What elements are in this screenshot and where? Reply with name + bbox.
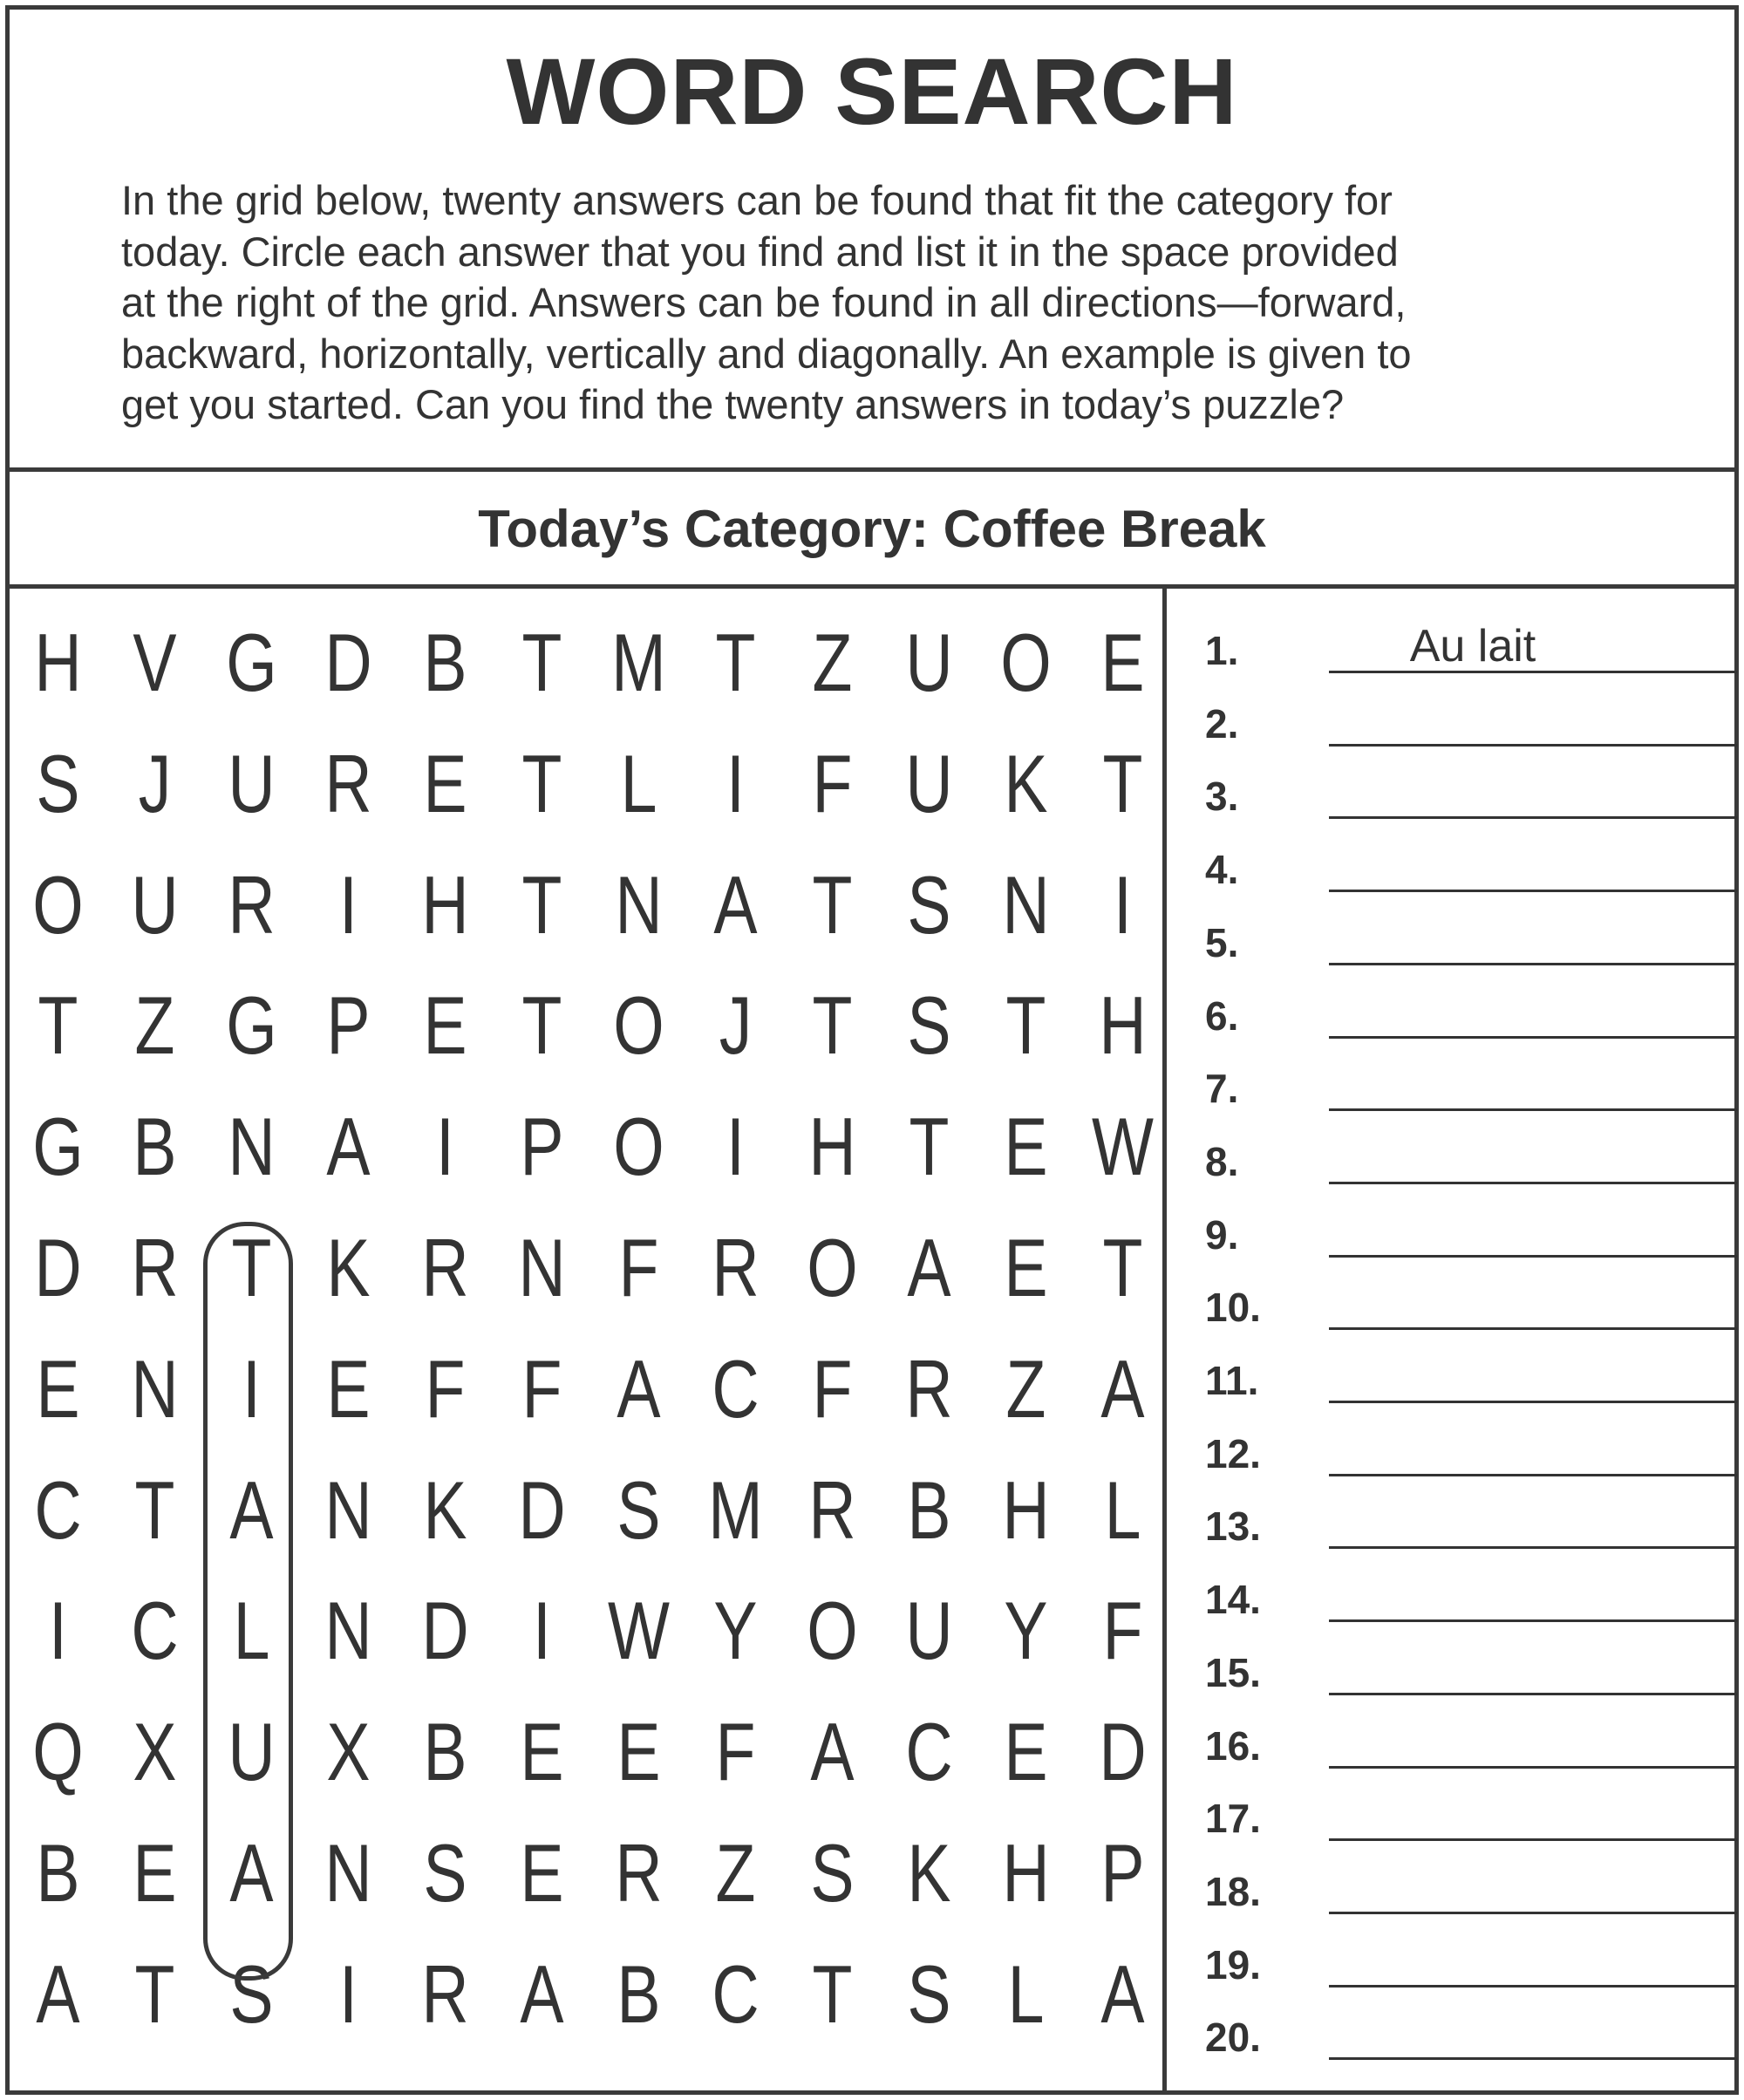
grid-letter[interactable]: W xyxy=(1092,1101,1154,1193)
grid-letter[interactable]: Y xyxy=(1004,1585,1048,1677)
grid-letter[interactable]: H xyxy=(34,617,82,708)
grid-letter[interactable]: S xyxy=(907,979,951,1072)
grid-letter[interactable]: U xyxy=(131,858,179,951)
instructions xyxy=(121,175,1656,431)
answer-row xyxy=(1205,1430,1728,1486)
grid-letter[interactable]: T xyxy=(134,1463,175,1556)
answer-blank-line[interactable] xyxy=(1329,1182,1737,1184)
answer-number: 3. xyxy=(1205,774,1239,820)
grid-letter[interactable]: T xyxy=(134,1947,175,2040)
grid-letter[interactable]: O xyxy=(613,979,664,1072)
grid-letter[interactable]: U xyxy=(905,1585,953,1677)
grid-letter[interactable]: H xyxy=(1002,1463,1050,1556)
grid-letter[interactable]: R xyxy=(808,1463,856,1556)
answer-blank-line[interactable] xyxy=(1329,744,1737,747)
answer-number: 18. xyxy=(1205,1868,1261,1914)
grid-letter[interactable]: A xyxy=(1100,1947,1145,2040)
grid-letter[interactable]: T xyxy=(715,617,756,708)
grid-letter[interactable]: F xyxy=(812,737,853,829)
puzzle-frame xyxy=(5,5,1739,2095)
grid-letter[interactable]: I xyxy=(1114,858,1132,951)
answer-number: 19. xyxy=(1205,1941,1261,1988)
grid-letter[interactable]: E xyxy=(36,1342,80,1435)
grid-letter[interactable]: L xyxy=(620,737,657,829)
grid-letter[interactable]: N xyxy=(1002,858,1050,951)
grid-letter[interactable]: Y xyxy=(713,1585,758,1677)
answer-row xyxy=(1205,1360,1728,1413)
grid-letter[interactable]: A xyxy=(229,1463,274,1556)
grid-letter[interactable]: I xyxy=(242,1342,261,1435)
grid-letter[interactable]: A xyxy=(617,1342,661,1435)
grid-letter[interactable]: T xyxy=(37,979,78,1072)
answer-row xyxy=(1205,1579,1728,1632)
answer-blank-line[interactable] xyxy=(1329,890,1737,892)
grid-letter[interactable]: S xyxy=(229,1947,274,2040)
answer-row xyxy=(1205,1798,1728,1851)
grid-letter[interactable]: A xyxy=(520,1947,564,2040)
grid-letter[interactable]: R xyxy=(421,1947,469,2040)
answer-row xyxy=(1205,1211,1728,1267)
answer-row xyxy=(1205,1649,1728,1705)
grid-letter[interactable]: A xyxy=(229,1826,274,1919)
grid-letter[interactable]: L xyxy=(233,1585,270,1677)
grid-letter[interactable]: I xyxy=(49,1585,67,1677)
grid-letter[interactable]: C xyxy=(34,1463,82,1556)
grid-letter[interactable]: F xyxy=(812,1342,853,1435)
grid-letter[interactable]: M xyxy=(611,617,666,708)
grid-letter[interactable]: B xyxy=(36,1826,80,1919)
grid-letter[interactable]: A xyxy=(1100,1342,1145,1435)
answer-row xyxy=(1205,1138,1728,1194)
grid-letter[interactable]: H xyxy=(808,1101,856,1193)
grid-letter[interactable]: N xyxy=(131,1342,179,1435)
answer-row xyxy=(1205,1868,1728,1924)
grid-letter[interactable]: R xyxy=(712,1221,760,1313)
grid-letter[interactable]: O xyxy=(807,1585,858,1677)
grid-letter[interactable]: T xyxy=(1005,979,1046,1072)
answer-number: 7. xyxy=(1205,1066,1239,1112)
grid-letter[interactable]: L xyxy=(1007,1947,1045,2040)
answer-number: 4. xyxy=(1205,847,1239,893)
grid-letter[interactable]: S xyxy=(907,858,951,951)
grid-letter[interactable]: H xyxy=(1099,979,1147,1072)
grid-letter[interactable]: C xyxy=(712,1342,760,1435)
grid-letter[interactable]: F xyxy=(521,1342,562,1435)
answer-row xyxy=(1205,621,1728,683)
grid-letter[interactable]: C xyxy=(131,1585,179,1677)
grid-letter[interactable]: K xyxy=(423,1463,467,1556)
grid-letter[interactable]: T xyxy=(521,979,562,1072)
grid-letter[interactable]: E xyxy=(617,1706,661,1798)
answer-number: 13. xyxy=(1205,1503,1261,1550)
instructions-line: In the grid below, twenty answers can be found that fit the category for xyxy=(121,177,1393,223)
grid-letter[interactable]: S xyxy=(423,1826,467,1919)
grid-letter[interactable]: B xyxy=(423,1706,467,1798)
grid-letter[interactable]: U xyxy=(905,737,953,829)
grid-letter[interactable]: O xyxy=(613,1101,664,1193)
answer-row xyxy=(1205,2017,1728,2069)
answer-number: 15. xyxy=(1205,1649,1261,1695)
grid-letter[interactable]: R xyxy=(905,1342,953,1435)
answers-panel xyxy=(1167,589,1739,2090)
grid-letter[interactable]: H xyxy=(1002,1826,1050,1919)
grid-letter[interactable]: R xyxy=(421,1221,469,1313)
answer-number: 17. xyxy=(1205,1796,1261,1842)
grid-letter[interactable]: E xyxy=(520,1706,564,1798)
grid-letter[interactable]: J xyxy=(138,737,172,829)
grid-letter[interactable]: I xyxy=(339,1947,358,2040)
answer-blank-line[interactable] xyxy=(1329,1108,1737,1111)
grid-letter[interactable]: D xyxy=(1099,1706,1147,1798)
grid-letter[interactable]: C xyxy=(712,1947,760,2040)
answer-row xyxy=(1205,992,1728,1048)
grid-letter[interactable]: E xyxy=(1004,1221,1048,1313)
grid-letter[interactable]: Z xyxy=(1005,1342,1046,1435)
grid-letter[interactable]: K xyxy=(907,1826,951,1919)
grid-letter[interactable]: E xyxy=(520,1826,564,1919)
grid-letter[interactable]: H xyxy=(421,858,469,951)
grid-letter[interactable]: R xyxy=(615,1826,663,1919)
grid-letter[interactable]: N xyxy=(615,858,663,951)
grid-letter[interactable]: T xyxy=(812,979,853,1072)
grid-letter[interactable]: F xyxy=(618,1221,659,1313)
grid-letter[interactable]: E xyxy=(423,737,467,829)
grid-letter[interactable]: E xyxy=(326,1342,371,1435)
grid-letter[interactable]: X xyxy=(133,1706,177,1798)
grid-letter[interactable]: R xyxy=(228,858,276,951)
grid-letter[interactable]: O xyxy=(32,858,84,951)
answer-number: 14. xyxy=(1205,1577,1261,1623)
grid-letter[interactable]: D xyxy=(421,1585,469,1677)
grid-letter[interactable]: O xyxy=(807,1221,858,1313)
grid-letter[interactable]: U xyxy=(905,617,953,708)
grid-letter[interactable]: K xyxy=(326,1221,371,1313)
grid-letter[interactable]: S xyxy=(810,1826,855,1919)
grid-letter[interactable]: L xyxy=(1104,1463,1141,1556)
example-answer-circle xyxy=(203,1222,293,1981)
grid-letter[interactable]: E xyxy=(1100,617,1145,708)
answer-number: 2. xyxy=(1205,700,1239,747)
grid-letter[interactable]: E xyxy=(1004,1706,1048,1798)
grid-letter[interactable]: N xyxy=(324,1826,372,1919)
answer-blank-line[interactable] xyxy=(1329,1693,1737,1695)
grid-letter[interactable]: V xyxy=(133,617,177,708)
grid-letter[interactable]: O xyxy=(1000,617,1052,708)
answer-blank-line[interactable] xyxy=(1329,1255,1737,1258)
grid-letter[interactable]: G xyxy=(226,979,277,1072)
answer-blank-line[interactable] xyxy=(1329,1327,1737,1330)
answer-number: 1. xyxy=(1205,628,1239,673)
grid-letter[interactable]: A xyxy=(713,858,758,951)
instructions-line: get you started. Can you find the twenty answers in today’s puzzle? xyxy=(121,381,1345,427)
answer-blank-line[interactable] xyxy=(1329,1546,1737,1549)
grid-letter[interactable]: R xyxy=(324,737,372,829)
grid-letter[interactable]: T xyxy=(521,858,562,951)
answer-blank-line[interactable] xyxy=(1329,1619,1737,1622)
grid-letter[interactable]: Z xyxy=(812,617,853,708)
answer-blank-line[interactable] xyxy=(1329,1766,1737,1769)
answer-number: 5. xyxy=(1205,919,1239,965)
grid-letter[interactable]: B xyxy=(133,1101,177,1193)
grid-letter[interactable]: X xyxy=(326,1706,371,1798)
grid-letter[interactable]: T xyxy=(521,617,562,708)
answer-row xyxy=(1205,919,1728,975)
grid-letter[interactable]: F xyxy=(1102,1585,1143,1677)
grid-letter[interactable]: U xyxy=(228,1706,276,1798)
category-bar xyxy=(10,472,1734,589)
grid-letter[interactable]: I xyxy=(533,1585,551,1677)
grid-letter[interactable]: B xyxy=(617,1947,661,2040)
grid-letter[interactable]: A xyxy=(36,1947,80,2040)
answer-number: 9. xyxy=(1205,1211,1239,1258)
grid-letter[interactable]: P xyxy=(326,979,371,1072)
grid-letter[interactable]: C xyxy=(905,1706,953,1798)
grid-letter[interactable]: A xyxy=(907,1221,951,1313)
grid-letter[interactable]: D xyxy=(518,1463,566,1556)
grid-letter[interactable]: N xyxy=(228,1101,276,1193)
grid-letter[interactable]: U xyxy=(228,737,276,829)
instructions-line: today. Circle each answer that you find and list it in the space provided xyxy=(121,228,1399,275)
answer-row xyxy=(1205,1287,1728,1340)
answer-number: 6. xyxy=(1205,992,1239,1039)
grid-letter[interactable]: N xyxy=(324,1585,372,1677)
grid-letter[interactable]: E xyxy=(133,1826,177,1919)
grid-letter[interactable]: T xyxy=(909,1101,950,1193)
answer-row xyxy=(1205,1722,1728,1778)
answer-blank-line[interactable] xyxy=(1329,1912,1737,1914)
answer-value[interactable]: Au lait xyxy=(1409,621,1536,672)
grid-letter[interactable]: G xyxy=(32,1101,84,1193)
answer-blank-line[interactable] xyxy=(1329,2057,1737,2060)
answer-number: 8. xyxy=(1205,1138,1239,1184)
grid-letter[interactable]: B xyxy=(423,617,467,708)
letter-grid xyxy=(10,617,1171,2075)
grid-letter[interactable]: Q xyxy=(32,1706,84,1798)
answer-number: 16. xyxy=(1205,1722,1261,1769)
grid-letter[interactable]: E xyxy=(423,979,467,1072)
puzzle-header xyxy=(10,10,1734,472)
grid-letter[interactable]: R xyxy=(131,1221,179,1313)
answer-row xyxy=(1205,1941,1728,1997)
answer-row xyxy=(1205,849,1728,902)
grid-letter[interactable]: A xyxy=(326,1101,371,1193)
grid-letter[interactable]: K xyxy=(1004,737,1048,829)
grid-letter[interactable]: F xyxy=(425,1342,466,1435)
answer-blank-line[interactable] xyxy=(1329,1838,1737,1841)
letter-grid-panel xyxy=(10,589,1167,2090)
grid-letter[interactable]: N xyxy=(518,1221,566,1313)
answer-blank-line[interactable] xyxy=(1329,1036,1737,1039)
instructions-line: at the right of the grid. Answers can be found in all directions—forward, xyxy=(121,279,1407,325)
grid-letter[interactable]: A xyxy=(810,1706,855,1798)
answer-blank-line[interactable] xyxy=(1329,1401,1737,1403)
answer-row xyxy=(1205,700,1728,756)
grid-letter[interactable]: S xyxy=(36,737,80,829)
answer-blank-line[interactable] xyxy=(1329,963,1737,965)
answer-blank-line[interactable] xyxy=(1329,1474,1737,1476)
grid-letter[interactable]: T xyxy=(1102,1221,1143,1313)
grid-letter[interactable]: T xyxy=(231,1221,272,1313)
answer-number: 12. xyxy=(1205,1430,1261,1476)
grid-letter[interactable]: T xyxy=(1102,737,1143,829)
grid-letter[interactable]: J xyxy=(719,979,753,1072)
answer-row xyxy=(1205,776,1728,828)
answer-number: 11. xyxy=(1205,1358,1259,1403)
grid-letter[interactable]: B xyxy=(907,1463,951,1556)
answer-number: 10. xyxy=(1205,1285,1261,1331)
grid-letter[interactable]: Z xyxy=(715,1826,756,1919)
grid-letter[interactable]: T xyxy=(812,858,853,951)
grid-letter[interactable]: P xyxy=(1100,1826,1145,1919)
grid-letter[interactable]: N xyxy=(324,1463,372,1556)
answer-row xyxy=(1205,1068,1728,1121)
grid-letter[interactable]: D xyxy=(324,617,372,708)
grid-letter[interactable]: I xyxy=(726,1101,745,1193)
answer-number: 20. xyxy=(1205,2015,1261,2061)
grid-letter[interactable]: I xyxy=(436,1101,454,1193)
puzzle-title: WORD SEARCH xyxy=(506,38,1238,144)
answer-row xyxy=(1205,1503,1728,1558)
grid-letter[interactable]: D xyxy=(34,1221,82,1313)
grid-letter[interactable]: Z xyxy=(134,979,175,1072)
answer-blank-line[interactable] xyxy=(1329,1985,1737,1988)
answer-blank-line[interactable] xyxy=(1329,816,1737,819)
grid-letter[interactable]: S xyxy=(617,1463,661,1556)
grid-letter[interactable]: T xyxy=(521,737,562,829)
grid-letter[interactable]: M xyxy=(708,1463,763,1556)
grid-letter[interactable]: F xyxy=(715,1706,756,1798)
grid-letter[interactable]: I xyxy=(339,858,358,951)
instructions-line: backward, horizontally, vertically and diagonally. An example is given to xyxy=(121,330,1412,377)
grid-letter[interactable]: T xyxy=(812,1947,853,2040)
grid-letter[interactable]: I xyxy=(726,737,745,829)
grid-letter[interactable]: G xyxy=(226,617,277,708)
grid-letter[interactable]: W xyxy=(608,1585,670,1677)
category-label: Today’s Category: Coffee Break xyxy=(478,500,1266,558)
grid-letter[interactable]: E xyxy=(1004,1101,1048,1193)
grid-letter[interactable]: P xyxy=(520,1101,564,1193)
grid-letter[interactable]: S xyxy=(907,1947,951,2040)
